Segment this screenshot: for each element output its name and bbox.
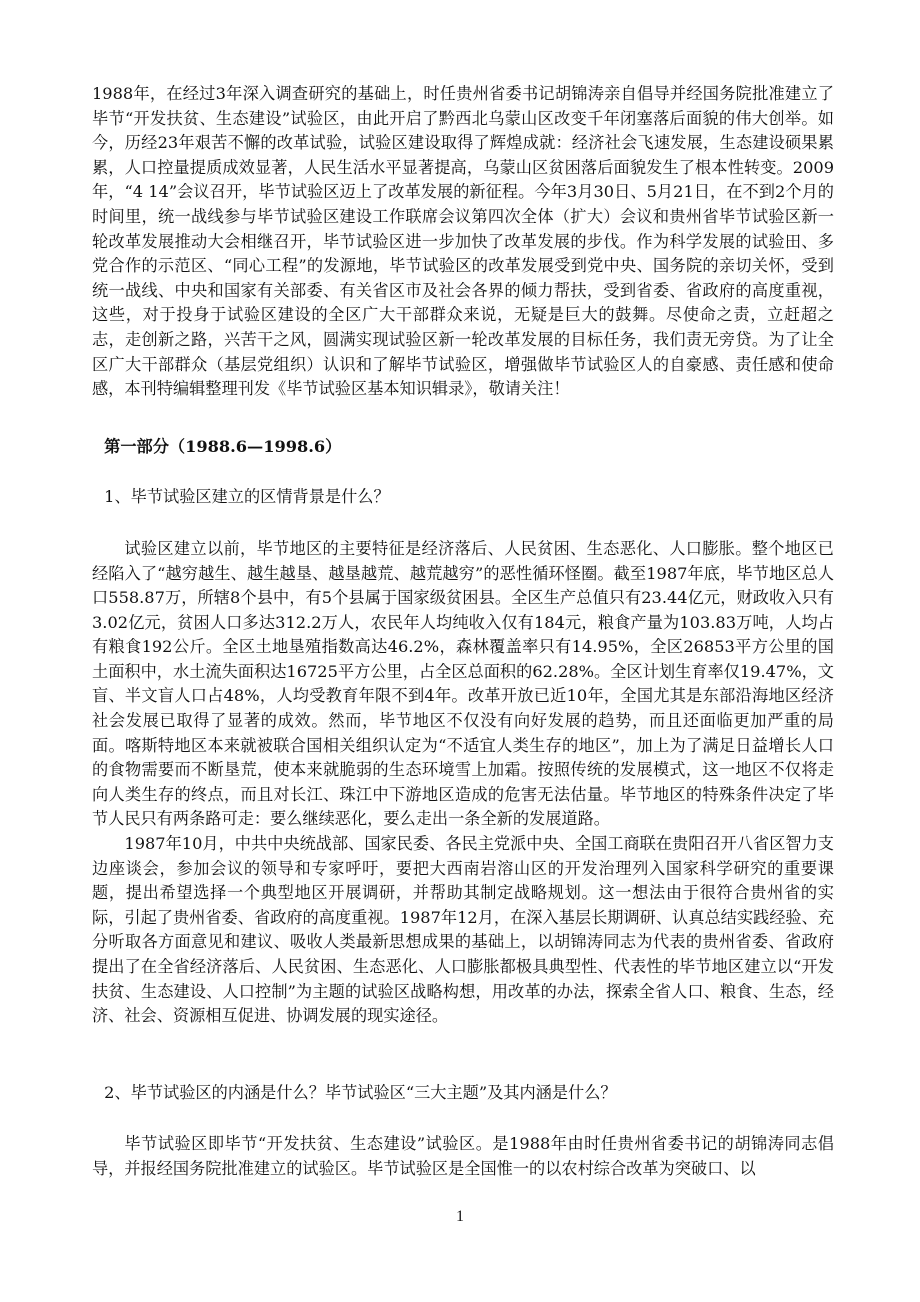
q2-paragraph-1: 毕节试验区即毕节“开发扶贫、生态建设”试验区。是1988年由时任贵州省委书记的胡锦涛同志倡导，并报经国务院批准建立的试验区。毕节试验区是全国惟一的以农村综合改革为突破口、以 (92, 1134, 834, 1178)
section-title: 第一部分（1988.6—1998.6） (104, 436, 342, 456)
q1-paragraph-2: 1987年10月，中共中央统战部、国家民委、各民主党派中央、全国工商联在贵阳召开八省区智力支边座谈会，参加会议的领导和专家呼吁，要把大西南岩溶山区的开发治理列入国家科学研究的重要课题，提出希望选择一个典型地区开展调研，并帮助其制定战略规划。这一想法由于很符合贵州省的实际，引起了贵州省委、省政府的高度重视。1987年12月，在深入基层长期调研、认真总结实践经验、充分听取各方面意见和建议、吸收人类最新思想成果的基础上，以胡锦涛同志为代表的贵州省委、省政府提出了在全省经济落后、人民贫困、生态恶化、人口膨胀都极具典型性、代表性的毕节地区建立以“开发扶贫、生态建设、人口控制”为主题的试验区战略构想，用改革的办法，探索全省人口、粮食、生态，经济、社会、资源相互促进、协调发展的现实途径。 (92, 834, 834, 1026)
question-1: 1、毕节试验区建立的区情背景是什么？ (104, 487, 390, 507)
page-number: 1 (456, 1208, 464, 1225)
intro-paragraph: 1988年，在经过3年深入调查研究的基础上，时任贵州省委书记胡锦涛亲自倡导并经国务院批准建立了毕节“开发扶贫、生态建设”试验区，由此开启了黔西北乌蒙山区改变千年闭塞落后面貌的伟大创举。如今，历经23年艰苦不懈的改革试验，试验区建设取得了辉煌成就：经济社会飞速发展，生态建设硕果累累，人口控量提质成效显著，人民生活水平显著提高，乌蒙山区贫困落后面貌发生了根本性转变。2009年，“4 14”会议召开，毕节试验区迈上了改革发展的新征程。今年3月30日、5月21日，在不到2个月的时间里，统一战线参与毕节试验区建设工作联席会议第四次全体（扩大）会议和贵州省毕节试验区新一轮改革发展推动大会相继召开，毕节试验区进一步加快了改革发展的步伐。作为科学发展的试验田、多党合作的示范区、“同心工程”的发源地，毕节试验区的改革发展受到党中央、国务院的亲切关怀，受到统一战线、中央和国家有关部委、有关省区市及社会各界的倾力帮扶，受到省委、省政府的高度重视，这些，对于投身于试验区建设的全区广大干部群众来说，无疑是巨大的鼓舞。尽使命之责，立赶超之志，走创新之路，兴苦干之风，圆满实现试验区新一轮改革发展的目标任务，我们责无旁贷。为了让全区广大干部群众（基层党组织）认识和了解毕节试验区，增强做毕节试验区人的自豪感、责任感和使命感，本刊特编辑整理刊发《毕节试验区基本知识辑录》，敬请关注！ (92, 84, 834, 399)
document-page (92, 82, 834, 1182)
question-2: 2、毕节试验区的内涵是什么？毕节试验区“三大主题”及其内涵是什么？ (104, 1082, 617, 1102)
q1-paragraph-1: 试验区建立以前，毕节地区的主要特征是经济落后、人民贫困、生态恶化、人口膨胀。整个地区已经陷入了“越穷越生、越生越垦、越垦越荒、越荒越穷”的恶性循环怪圈。截至1987年底，毕节地区总人口558.87万，所辖8个县中，有5个县属于国家级贫困县。全区生产总值只有23.44亿元，财政收入只有3.02亿元，贫困人口多达312.2万人，农民年人均纯收入仅有184元，粮食产量为103.83万吨，人均占有粮食192公斤。全区土地垦殖指数高达46.2%，森林覆盖率只有14.95%，全区26853平方公里的国土面积中，水土流失面积达16725平方公里，占全区总面积的62.28%。全区计划生育率仅19.47%，文盲、半文盲人口占48%，人均受教育年限不到4年。改革开放已近10年，全国尤其是东部沿海地区经济社会发展已取得了显著的成效。然而，毕节地区不仅没有向好发展的趋势，而且还面临更加严重的局面。喀斯特地区本来就被联合国相关组织认定为“不适宜人类生存的地区”，加上为了满足日益增长人口的食物需要而不断垦荒，使本来就脆弱的生态环境雪上加霜。按照传统的发展模式，这一地区不仅将走向人类生存的终点，而且对长江、珠江中下游地区造成的危害无法估量。毕节地区的特殊条件决定了毕节人民只有两条路可走：要么继续恶化，要么走出一条全新的发展道路。 (92, 538, 834, 829)
